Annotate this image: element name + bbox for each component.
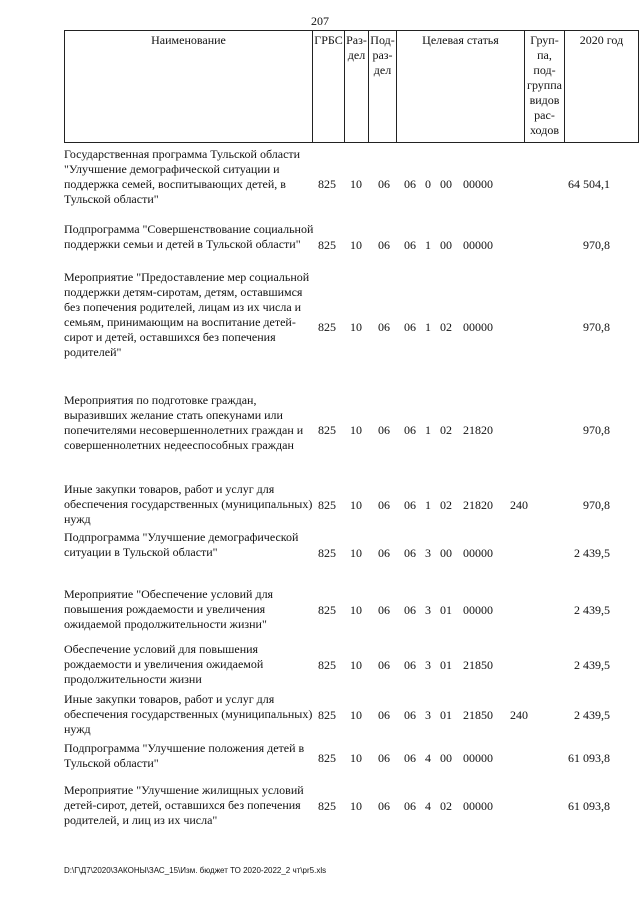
row-cs-code: 21820	[463, 498, 493, 512]
row-podrazdel: 06	[378, 799, 390, 813]
row-grbs: 825	[318, 751, 336, 765]
row-podrazdel: 06	[378, 546, 390, 560]
row-cs-program: 06	[404, 658, 416, 672]
row-cs-program: 06	[404, 238, 416, 252]
row-name: Иные закупки товаров, работ и услуг для обеспечения государственных (муниципальных) нужд	[64, 482, 313, 526]
row-cs-code: 21850	[463, 708, 493, 722]
row-amount: 64 504,1	[568, 177, 610, 191]
table-header	[64, 30, 639, 143]
row-grbs: 825	[318, 498, 336, 512]
header-gruppa: Груп- па, под- группа видов рас- ходов	[525, 31, 565, 143]
row-cs-event: 02	[440, 423, 452, 437]
row-cs-code: 00000	[463, 177, 493, 191]
row-amount: 61 093,8	[568, 799, 610, 813]
row-cs-subprogram: 1	[425, 238, 431, 252]
row-cs-subprogram: 1	[425, 423, 431, 437]
row-razdel: 10	[350, 708, 362, 722]
row-podrazdel: 06	[378, 177, 390, 191]
row-name: Государственная программа Тульской области "Улучшение демографической ситуации и поддержка семей, воспитывающих детей, в Тульской области"	[64, 147, 301, 206]
row-name: Обеспечение условий для повышения рождаемости и увеличения ожидаемой продолжительности жизни	[64, 642, 264, 686]
row-podrazdel: 06	[378, 751, 390, 765]
row-podrazdel: 06	[378, 603, 390, 617]
row-cs-subprogram: 3	[425, 658, 431, 672]
row-cs-subprogram: 4	[425, 751, 431, 765]
row-grbs: 825	[318, 603, 336, 617]
row-amount: 970,8	[583, 423, 610, 437]
row-cs-subprogram: 1	[425, 320, 431, 334]
row-cs-event: 01	[440, 708, 452, 722]
row-cs-program: 06	[404, 708, 416, 722]
row-cs-program: 06	[404, 498, 416, 512]
row-podrazdel: 06	[378, 708, 390, 722]
row-amount: 2 439,5	[574, 658, 610, 672]
row-name: Мероприятие "Обеспечение условий для повышения рождаемости и увеличения ожидаемой продолжительности жизни"	[64, 587, 274, 631]
row-grbs: 825	[318, 177, 336, 191]
row-podrazdel: 06	[378, 423, 390, 437]
row-name: Мероприятие "Предоставление мер социальной поддержки детям-сиротам, детям, оставшимся без попечения родителей, лицам из их числа и семьям, принимающим на воспитание детей-сирот и детей, оставшихся без попечения родителей"	[64, 270, 310, 359]
row-amount: 970,8	[583, 320, 610, 334]
page-number: 207	[311, 14, 329, 28]
row-razdel: 10	[350, 658, 362, 672]
header-podrazdel: Под- раз- дел	[369, 31, 397, 143]
row-cs-event: 00	[440, 177, 452, 191]
row-podrazdel: 06	[378, 320, 390, 334]
row-grbs: 825	[318, 799, 336, 813]
row-amount: 2 439,5	[574, 603, 610, 617]
row-cs-subprogram: 0	[425, 177, 431, 191]
row-name: Мероприятия по подготовке граждан, выразивших желание стать опекунами или попечителями несовершеннолетних граждан и совершеннолетних недееспособных граждан	[64, 393, 304, 452]
row-cs-program: 06	[404, 603, 416, 617]
row-cs-program: 06	[404, 320, 416, 334]
row-podrazdel: 06	[378, 238, 390, 252]
row-razdel: 10	[350, 238, 362, 252]
header-grbs: ГРБС	[313, 31, 345, 143]
row-cs-program: 06	[404, 546, 416, 560]
row-razdel: 10	[350, 320, 362, 334]
row-cs-event: 01	[440, 603, 452, 617]
row-name: Подпрограмма "Улучшение положения детей в Тульской области"	[64, 741, 305, 770]
row-cs-event: 00	[440, 751, 452, 765]
row-cs-code: 21850	[463, 658, 493, 672]
row-cs-event: 01	[440, 658, 452, 672]
row-razdel: 10	[350, 177, 362, 191]
row-cs-subprogram: 3	[425, 546, 431, 560]
row-amount: 2 439,5	[574, 546, 610, 560]
row-grbs: 825	[318, 708, 336, 722]
row-razdel: 10	[350, 546, 362, 560]
row-group: 240	[510, 708, 528, 722]
row-amount: 61 093,8	[568, 751, 610, 765]
row-cs-event: 02	[440, 498, 452, 512]
row-razdel: 10	[350, 751, 362, 765]
header-year: 2020 год	[565, 31, 639, 143]
row-cs-program: 06	[404, 751, 416, 765]
row-cs-code: 00000	[463, 751, 493, 765]
row-cs-program: 06	[404, 799, 416, 813]
row-name: Мероприятие "Улучшение жилищных условий детей-сирот, детей, оставшихся без попечения родителей, и лиц из их числа"	[64, 783, 304, 827]
row-cs-program: 06	[404, 177, 416, 191]
row-razdel: 10	[350, 799, 362, 813]
row-name: Подпрограмма "Улучшение демографической ситуации в Тульской области"	[64, 530, 299, 559]
row-grbs: 825	[318, 658, 336, 672]
row-grbs: 825	[318, 546, 336, 560]
row-cs-code: 00000	[463, 320, 493, 334]
row-cs-code: 00000	[463, 546, 493, 560]
row-grbs: 825	[318, 423, 336, 437]
file-path-footer: D:\Г\Д7\2020\ЗАКОНЫ\ЗАС_15\Изм. бюджет ТО 2020-2022_2 чт\pr5.xls	[64, 866, 327, 875]
row-grbs: 825	[318, 238, 336, 252]
row-cs-event: 02	[440, 320, 452, 334]
header-celevaya: Целевая статья	[397, 31, 525, 143]
row-name: Подпрограмма "Совершенствование социальной поддержки семьи и детей в Тульской области"	[64, 222, 314, 251]
row-group: 240	[510, 498, 528, 512]
row-cs-subprogram: 3	[425, 708, 431, 722]
header-name: Наименование	[65, 31, 313, 143]
row-amount: 2 439,5	[574, 708, 610, 722]
row-cs-event: 00	[440, 546, 452, 560]
row-cs-code: 00000	[463, 799, 493, 813]
row-cs-event: 00	[440, 238, 452, 252]
header-razdel: Раз- дел	[345, 31, 369, 143]
row-cs-code: 21820	[463, 423, 493, 437]
row-razdel: 10	[350, 603, 362, 617]
row-cs-subprogram: 1	[425, 498, 431, 512]
row-amount: 970,8	[583, 238, 610, 252]
row-amount: 970,8	[583, 498, 610, 512]
row-cs-code: 00000	[463, 603, 493, 617]
row-cs-program: 06	[404, 423, 416, 437]
row-podrazdel: 06	[378, 498, 390, 512]
row-razdel: 10	[350, 423, 362, 437]
row-razdel: 10	[350, 498, 362, 512]
row-cs-code: 00000	[463, 238, 493, 252]
row-name: Иные закупки товаров, работ и услуг для обеспечения государственных (муниципальных) нужд	[64, 692, 313, 736]
row-cs-subprogram: 3	[425, 603, 431, 617]
row-grbs: 825	[318, 320, 336, 334]
row-cs-event: 02	[440, 799, 452, 813]
row-podrazdel: 06	[378, 658, 390, 672]
row-cs-subprogram: 4	[425, 799, 431, 813]
